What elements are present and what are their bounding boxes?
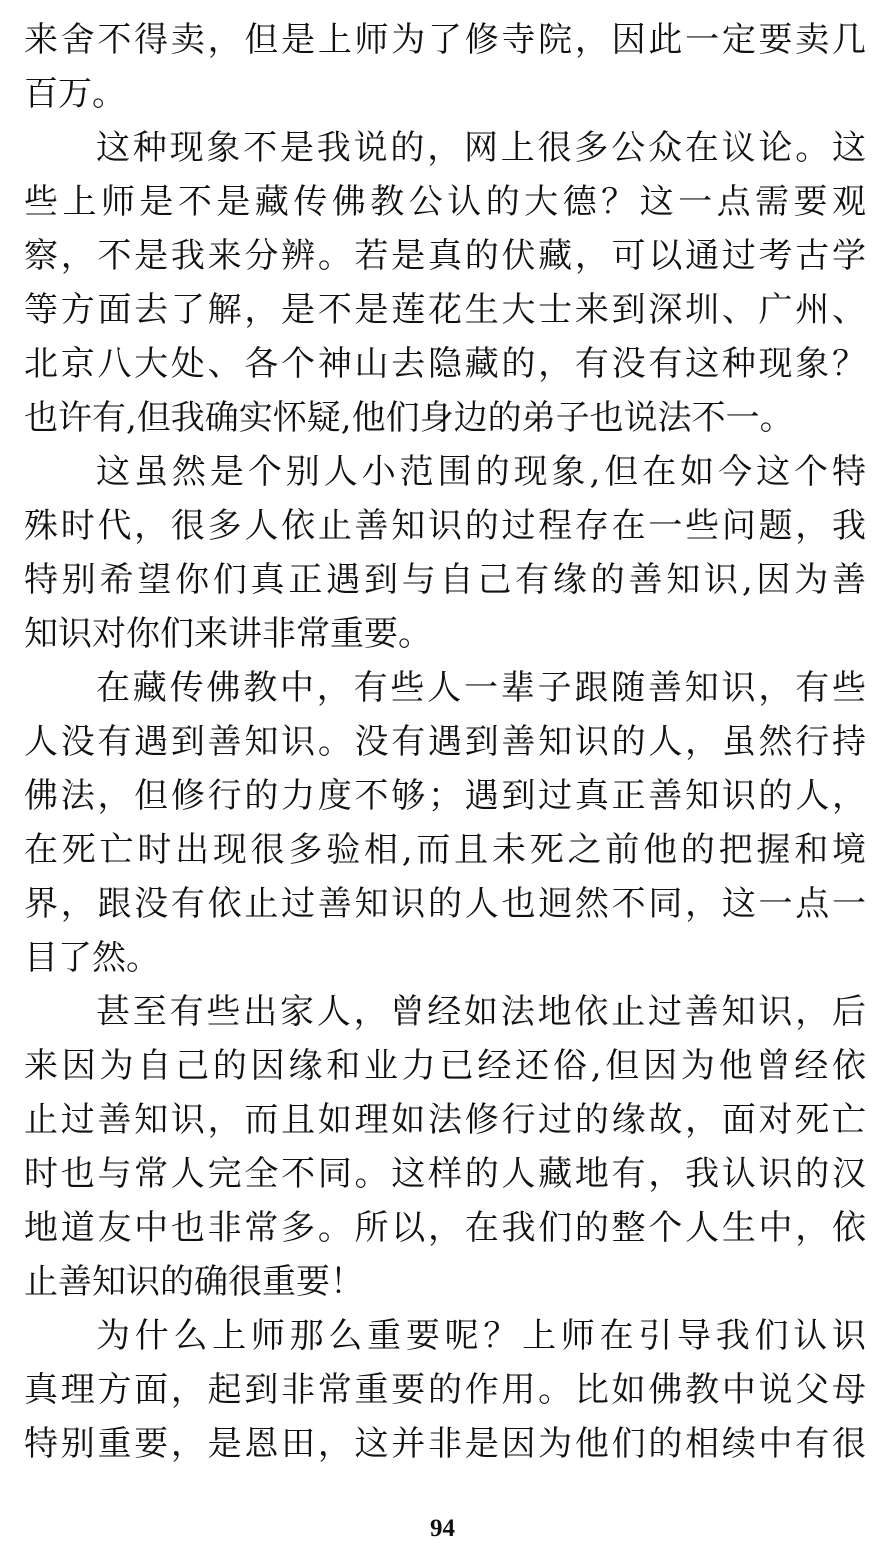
text-line: 界，跟没有依止过善知识的人也迥然不同，这一点一 xyxy=(24,884,866,924)
text-line: 也许有,但我确实怀疑,他们身边的弟子也说法不一。 xyxy=(24,398,794,438)
text-line: 这虽然是个别人小范围的现象,但在如今这个特 xyxy=(96,452,866,492)
text-line: 真理方面，起到非常重要的作用。比如佛教中说父母 xyxy=(24,1370,866,1410)
text-line: 知识对你们来讲非常重要。 xyxy=(24,614,432,654)
text-line: 目了然。 xyxy=(24,938,160,978)
text-line: 特别希望你们真正遇到与自己有缘的善知识,因为善 xyxy=(24,560,866,600)
text-line: 北京八大处、各个神山去隐藏的，有没有这种现象？ xyxy=(24,344,866,384)
text-line: 些上师是不是藏传佛教公认的大德？这一点需要观 xyxy=(24,182,866,222)
text-line: 甚至有些出家人，曾经如法地依止过善知识，后 xyxy=(96,992,866,1032)
text-line: 在藏传佛教中，有些人一辈子跟随善知识，有些 xyxy=(96,668,866,708)
page-number: 94 xyxy=(430,1515,455,1542)
text-line: 时也与常人完全不同。这样的人藏地有，我认识的汉 xyxy=(24,1154,866,1194)
text-line: 百万。 xyxy=(24,74,126,114)
text-line: 在死亡时出现很多验相,而且未死之前他的把握和境 xyxy=(24,830,866,870)
text-line: 等方面去了解，是不是莲花生大士来到深圳、广州、 xyxy=(24,290,866,330)
text-line: 这种现象不是我说的，网上很多公众在议论。这 xyxy=(96,128,866,168)
text-line: 察，不是我来分辨。若是真的伏藏，可以通过考古学 xyxy=(24,236,866,276)
text-line: 人没有遇到善知识。没有遇到善知识的人，虽然行持 xyxy=(24,722,866,762)
text-line: 殊时代，很多人依止善知识的过程存在一些问题，我 xyxy=(24,506,866,546)
text-line: 来因为自己的因缘和业力已经还俗,但因为他曾经依 xyxy=(24,1046,866,1086)
text-line: 为什么上师那么重要呢？上师在引导我们认识 xyxy=(96,1316,866,1356)
text-line: 地道友中也非常多。所以，在我们的整个人生中，依 xyxy=(24,1208,866,1248)
text-line: 来舍不得卖，但是上师为了修寺院，因此一定要卖几 xyxy=(24,20,866,60)
text-line: 止过善知识，而且如理如法修行过的缘故，面对死亡 xyxy=(24,1100,866,1140)
text-line: 特别重要，是恩田，这并非是因为他们的相续中有很 xyxy=(24,1424,866,1464)
text-line: 止善知识的确很重要！ xyxy=(24,1262,364,1302)
body-text xyxy=(24,13,866,1471)
text-line: 佛法，但修行的力度不够；遇到过真正善知识的人， xyxy=(24,776,866,816)
